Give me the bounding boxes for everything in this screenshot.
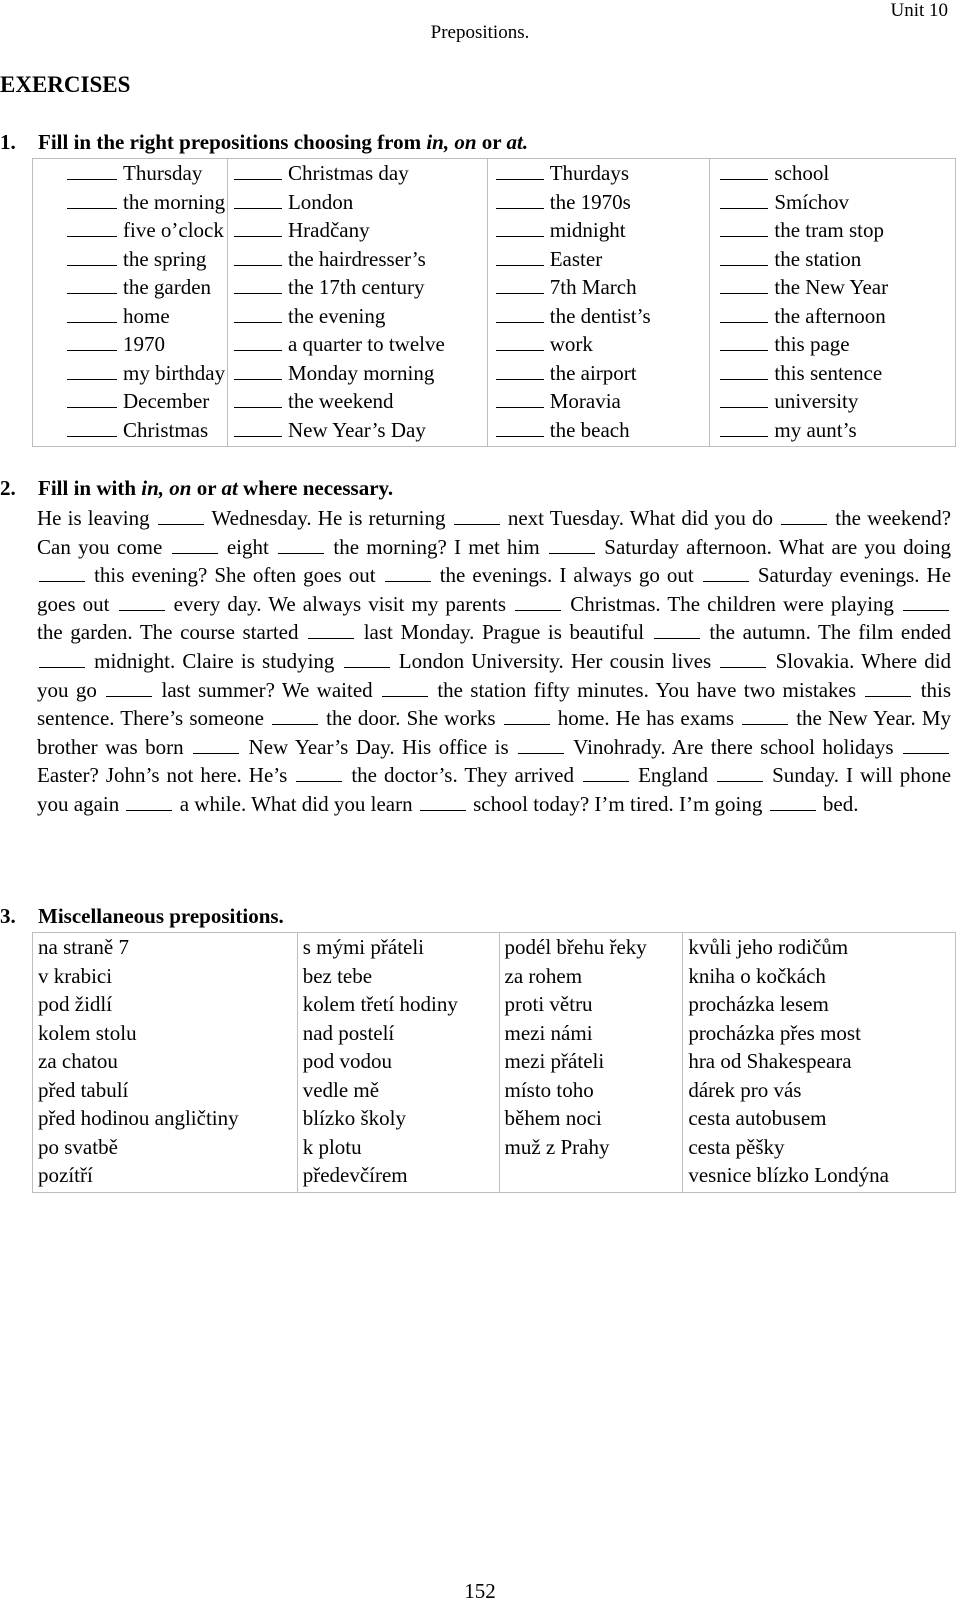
answer-blank[interactable] [67, 435, 117, 437]
exercise-1-item-text: the hairdresser’s [287, 246, 426, 271]
exercise-3-item: dárek pro vás [688, 1077, 802, 1102]
exercise-1-item-text: 1970 [123, 332, 165, 356]
exercise-3-heading [0, 904, 284, 929]
answer-blank[interactable] [496, 264, 544, 266]
exercise-1-item [228, 416, 487, 445]
exercise-1-item [228, 159, 487, 188]
exercise-3-item: kolem stolu [38, 1020, 137, 1045]
exercise-3-column [297, 933, 499, 1193]
exercise-3-number: 3. [0, 904, 16, 928]
exercise-1-item-text: the 17th century [287, 275, 425, 299]
exercise-2-segment: England [638, 763, 709, 788]
exercise-3-item: před hodinou angličtiny [38, 1106, 239, 1130]
answer-blank[interactable] [496, 349, 544, 351]
exercise-1-item-text: midnight [549, 218, 626, 242]
exercise-1-item-text: Christmas day [287, 161, 409, 185]
exercise-2-segment: Saturday evenings. He goes out [37, 563, 952, 616]
exercise-1-item [488, 302, 710, 331]
exercise-1-item-text: this page [774, 332, 850, 356]
answer-blank[interactable] [296, 780, 342, 782]
exercise-1-column [33, 159, 228, 447]
answer-blank[interactable] [720, 321, 768, 323]
exercise-1-item [33, 302, 227, 331]
exercise-2-option-at: at [221, 476, 238, 500]
answer-blank[interactable] [496, 235, 544, 237]
exercise-2-segment: midnight. Claire is studying [94, 648, 335, 673]
exercise-1-item [33, 245, 227, 274]
answer-blank[interactable] [583, 780, 629, 782]
exercise-2-number: 2. [0, 476, 16, 500]
answer-blank[interactable] [720, 378, 768, 380]
answer-blank[interactable] [278, 552, 324, 554]
answer-blank[interactable] [770, 809, 816, 811]
exercise-2-segment: London University. Her cousin lives [398, 648, 712, 673]
exercise-3-item: cesta pěšky [688, 1134, 785, 1159]
exercise-3-item: blízko školy [302, 1106, 406, 1130]
exercise-1-item [33, 216, 227, 245]
answer-blank[interactable] [193, 752, 239, 754]
answer-blank[interactable] [67, 207, 117, 209]
exercise-3-item: s mými přáteli [302, 935, 425, 959]
exercise-1-item-text: a quarter to twelve [287, 332, 445, 356]
exercise-3-item: po svatbě [38, 1134, 118, 1159]
answer-blank[interactable] [720, 264, 768, 266]
answer-blank[interactable] [234, 435, 282, 437]
answer-blank[interactable] [382, 695, 428, 697]
exercise-1-item [710, 359, 955, 388]
exercise-1-column [487, 159, 710, 447]
exercise-2-segment: Wednesday. He is returning [211, 506, 446, 530]
exercise-1-item-text: the spring [123, 246, 207, 271]
exercise-2-paragraph [37, 504, 951, 819]
unit-label: Unit 10 [890, 0, 948, 21]
answer-blank[interactable] [496, 292, 544, 294]
exercise-1-item-text: my birthday [123, 360, 226, 385]
exercise-3-item: proti větru [504, 992, 593, 1016]
exercise-3-item: procházka lesem [688, 992, 829, 1016]
answer-blank[interactable] [67, 349, 117, 351]
answer-blank[interactable] [781, 523, 827, 525]
exercise-1-text-or: or [476, 130, 507, 154]
exercise-1-option-at: at. [506, 130, 529, 154]
exercise-1-item-text: the morning [123, 189, 226, 214]
exercise-3-item: místo toho [504, 1077, 594, 1102]
answer-blank[interactable] [234, 264, 282, 266]
exercise-1-item [710, 387, 955, 416]
answer-blank[interactable] [234, 292, 282, 294]
answer-blank[interactable] [515, 609, 561, 611]
exercise-3-item: před tabulí [38, 1077, 129, 1102]
exercise-2-segment: He is leaving [37, 506, 150, 530]
answer-blank[interactable] [720, 666, 766, 668]
answer-blank[interactable] [496, 207, 544, 209]
exercise-1-item [33, 359, 227, 388]
exercise-1-item-text: the station [774, 246, 862, 271]
exercise-3-item: kvůli jeho rodičům [688, 935, 849, 959]
exercise-1-option-in: in, [426, 130, 450, 154]
answer-blank[interactable] [308, 637, 354, 639]
exercise-2-text-or: or [191, 476, 222, 500]
exercise-1-column [710, 159, 956, 447]
exercise-1-table [32, 158, 956, 447]
exercise-3-column [33, 933, 298, 1193]
exercise-2-segment: Vinohrady. Are there school holidays [573, 734, 894, 759]
exercise-3-item: nad postelí [302, 1020, 395, 1045]
exercise-1-item-text: home [123, 303, 170, 328]
answer-blank[interactable] [67, 235, 117, 237]
answer-blank[interactable] [454, 523, 500, 525]
exercise-2-segment: this evening? She often goes out [94, 563, 376, 588]
exercise-1-text: Fill in the right prepositions choosing from [38, 130, 427, 154]
exercise-1-item [33, 416, 227, 445]
exercise-1-item [33, 159, 227, 188]
exercise-1-column [227, 159, 487, 447]
exercise-2-segment: Sunday. I will phone you again [37, 763, 952, 816]
exercise-1-item-text: Moravia [549, 389, 621, 413]
answer-blank[interactable] [67, 264, 117, 266]
exercise-1-item-text: Monday morning [287, 360, 435, 385]
exercise-3-item: kolem třetí hodiny [302, 992, 458, 1016]
exercise-2-segment: eight [226, 534, 269, 559]
exercise-1-item-text: December [123, 389, 210, 413]
exercise-2-segment: the autumn. The film ended [709, 620, 952, 645]
exercise-1-item-text: the evening [287, 303, 386, 328]
exercise-1-item [710, 188, 955, 217]
answer-blank[interactable] [67, 378, 117, 380]
exercise-2-segment: home. He has exams [557, 706, 735, 731]
exercise-2-option-on: on [169, 476, 192, 500]
answer-blank[interactable] [720, 406, 768, 408]
exercise-2-segment: every day. We always visit my parents [173, 591, 507, 616]
exercise-3-item: během noci [504, 1106, 602, 1130]
exercise-2-segment: the door. She works [326, 706, 496, 731]
answer-blank[interactable] [720, 207, 768, 209]
exercise-1-item [33, 387, 227, 416]
exercise-1-item-text: Easter [549, 246, 603, 271]
exercise-3-item: mezi přáteli [504, 1049, 605, 1073]
answer-blank[interactable] [496, 406, 544, 408]
exercise-1-item [488, 359, 710, 388]
exercise-2-text: Fill in with [38, 476, 142, 500]
answer-blank[interactable] [865, 695, 911, 697]
exercise-1-item [488, 273, 710, 302]
exercise-1-item-text: work [549, 332, 593, 356]
answer-blank[interactable] [742, 723, 788, 725]
exercise-1-item [228, 216, 487, 245]
answer-blank[interactable] [234, 406, 282, 408]
exercise-1-item-text: Thursday [123, 161, 203, 185]
exercise-1-item [228, 245, 487, 274]
answer-blank[interactable] [67, 178, 117, 180]
answer-blank[interactable] [39, 666, 85, 668]
exercise-1-item-text: school [774, 161, 830, 185]
exercise-1-item-text: the dentist’s [549, 303, 651, 328]
exercise-3-column [683, 933, 956, 1193]
exercise-2-segment: Slovakia. Where did you go [37, 648, 952, 702]
exercise-1-item-text: Christmas [123, 417, 209, 442]
answer-blank[interactable] [119, 609, 165, 611]
exercise-1-item-text: my aunt’s [774, 417, 857, 442]
exercise-2-text-end: where necessary. [237, 476, 394, 500]
answer-blank[interactable] [903, 609, 949, 611]
exercise-1-item [488, 330, 710, 359]
exercise-1-item-text: the tram stop [774, 218, 885, 242]
exercise-3-column [499, 933, 683, 1193]
answer-blank[interactable] [720, 349, 768, 351]
exercise-2-segment: the morning? I met him [333, 534, 540, 559]
exercise-3-item: cesta autobusem [688, 1106, 827, 1130]
exercise-3-item: hra od Shakespeara [688, 1049, 852, 1073]
answer-blank[interactable] [903, 752, 949, 754]
page-number: 152 [464, 1579, 496, 1603]
exercise-1-item [228, 302, 487, 331]
exercise-2-segment: Saturday afternoon. What are you doing [604, 534, 952, 559]
exercise-2-segment: the garden. The course started [37, 620, 299, 645]
answer-blank[interactable] [234, 235, 282, 237]
exercise-1-item-text: Thurdays [549, 161, 630, 185]
exercise-3-item: k plotu [302, 1134, 362, 1159]
exercise-1-item [710, 159, 955, 188]
exercise-1-item-text: the afternoon [774, 303, 886, 328]
exercise-2-segment: the station fifty minutes. You have two mistakes [437, 677, 857, 702]
exercise-1-heading [0, 130, 528, 155]
exercise-1-item [710, 416, 955, 445]
exercise-1-item [710, 216, 955, 245]
exercise-1-item [228, 359, 487, 388]
exercise-1-item-text: the beach [549, 417, 630, 442]
exercise-2-segment: last summer? We waited [161, 677, 373, 702]
answer-blank[interactable] [234, 321, 282, 323]
answer-blank[interactable] [496, 435, 544, 437]
exercise-1-item [488, 245, 710, 274]
exercise-2-segment: next Tuesday. What did you do [507, 506, 773, 530]
exercise-1-item-text: university [774, 389, 859, 413]
answer-blank[interactable] [344, 666, 390, 668]
exercise-1-number: 1. [0, 130, 16, 154]
exercise-1-item [710, 245, 955, 274]
answer-blank[interactable] [39, 580, 85, 582]
exercise-1-item-text: Hradčany [287, 218, 370, 242]
exercise-2-segment: this sentence. There’s someone [37, 677, 952, 731]
exercise-3-table [32, 932, 956, 1193]
answer-blank[interactable] [67, 292, 117, 294]
exercise-2-segment: a while. What did you learn [179, 791, 413, 816]
answer-blank[interactable] [67, 321, 117, 323]
exercise-3-item: procházka přes most [688, 1020, 861, 1045]
exercise-3-item: za chatou [38, 1049, 118, 1073]
answer-blank[interactable] [496, 378, 544, 380]
answer-blank[interactable] [67, 406, 117, 408]
answer-blank[interactable] [549, 552, 595, 554]
answer-blank[interactable] [504, 723, 550, 725]
exercise-2-segment: New Year’s Day. His office is [248, 734, 509, 759]
exercise-1-item [33, 273, 227, 302]
exercise-1-item [488, 216, 710, 245]
exercise-3-title: Miscellaneous prepositions. [38, 904, 284, 928]
answer-blank[interactable] [234, 378, 282, 380]
exercise-2-segment: bed. [822, 791, 859, 816]
exercise-3-item: muž z Prahy [504, 1134, 610, 1159]
exercise-1-item [488, 416, 710, 445]
exercise-1-item-text: this sentence [774, 360, 883, 385]
exercise-1-item-text: the 1970s [549, 189, 631, 214]
exercise-1-item [228, 273, 487, 302]
answer-blank[interactable] [654, 637, 700, 639]
exercise-3-item: podél břehu řeky [504, 935, 647, 959]
exercise-1-item [710, 330, 955, 359]
answer-blank[interactable] [234, 207, 282, 209]
exercise-2-segment: the doctor’s. They arrived [351, 763, 574, 788]
exercise-1-item-text: the garden [123, 275, 212, 299]
answer-blank[interactable] [172, 552, 218, 554]
answer-blank[interactable] [720, 292, 768, 294]
answer-blank[interactable] [518, 752, 564, 754]
exercise-1-item [33, 330, 227, 359]
exercise-1-item [228, 330, 487, 359]
exercise-2-segment: Christmas. The children were playing [570, 591, 894, 616]
exercise-3-item: na straně 7 [38, 935, 129, 959]
exercise-2-segment: Easter? John’s not here. He’s [37, 763, 288, 788]
exercise-1-item [488, 159, 710, 188]
exercise-1-item [488, 188, 710, 217]
exercise-2-segment: the weekend? Can you come [37, 506, 952, 559]
answer-blank[interactable] [106, 695, 152, 697]
exercise-1-item-text: Smíchov [774, 189, 850, 214]
answer-blank[interactable] [720, 178, 768, 180]
exercise-3-item: vesnice blízko Londýna [688, 1163, 889, 1187]
exercise-1-item-text: the weekend [287, 389, 394, 413]
exercise-1-item-text: 7th March [549, 275, 637, 299]
answer-blank[interactable] [420, 809, 466, 811]
answer-blank[interactable] [234, 178, 282, 180]
exercise-2-segment: last Monday. Prague is beautiful [363, 620, 645, 645]
exercise-1-item [33, 188, 227, 217]
exercise-3-item: pod vodou [302, 1049, 392, 1073]
exercise-3-item: předevčírem [302, 1163, 408, 1187]
page-header-title: Prepositions. [430, 22, 530, 43]
exercise-1-item [710, 302, 955, 331]
exercise-2-option-in: in, [141, 476, 165, 500]
exercise-2-segment: school today? I’m tired. I’m going [473, 791, 763, 816]
exercise-1-item-text: the New Year [774, 275, 889, 299]
answer-blank[interactable] [703, 580, 749, 582]
answer-blank[interactable] [717, 780, 763, 782]
exercise-3-item: bez tebe [302, 963, 373, 988]
exercise-1-item [228, 188, 487, 217]
answer-blank[interactable] [496, 178, 544, 180]
exercise-1-option-on: on [454, 130, 477, 154]
exercise-1-item-text: New Year’s Day [287, 417, 426, 442]
exercise-1-item-text: London [287, 189, 354, 214]
answer-blank[interactable] [126, 809, 172, 811]
exercise-1-item-text: the airport [549, 360, 637, 385]
exercises-title: EXERCISES [0, 72, 131, 97]
exercise-1-item [488, 387, 710, 416]
exercise-2-segment: the evenings. I always go out [439, 563, 694, 588]
answer-blank[interactable] [496, 321, 544, 323]
exercise-3-item: vedle mě [302, 1077, 380, 1102]
exercise-3-item: kniha o kočkách [688, 963, 826, 988]
exercise-1-item [228, 387, 487, 416]
answer-blank[interactable] [720, 435, 768, 437]
exercise-3-item: pod židlí [38, 992, 113, 1016]
exercise-3-item: pozítří [38, 1163, 93, 1187]
answer-blank[interactable] [234, 349, 282, 351]
exercise-1-item-text: five o’clock [123, 218, 224, 242]
answer-blank[interactable] [385, 580, 431, 582]
exercise-1-item [710, 273, 955, 302]
exercise-2-heading [0, 476, 393, 501]
answer-blank[interactable] [158, 523, 204, 525]
exercise-3-item: za rohem [504, 963, 583, 988]
answer-blank[interactable] [720, 235, 768, 237]
exercise-3-item: v krabici [38, 963, 113, 988]
exercise-2-segment: the New Year. My brother was born [37, 706, 951, 759]
exercise-3-item: mezi námi [504, 1020, 593, 1045]
answer-blank[interactable] [272, 723, 318, 725]
